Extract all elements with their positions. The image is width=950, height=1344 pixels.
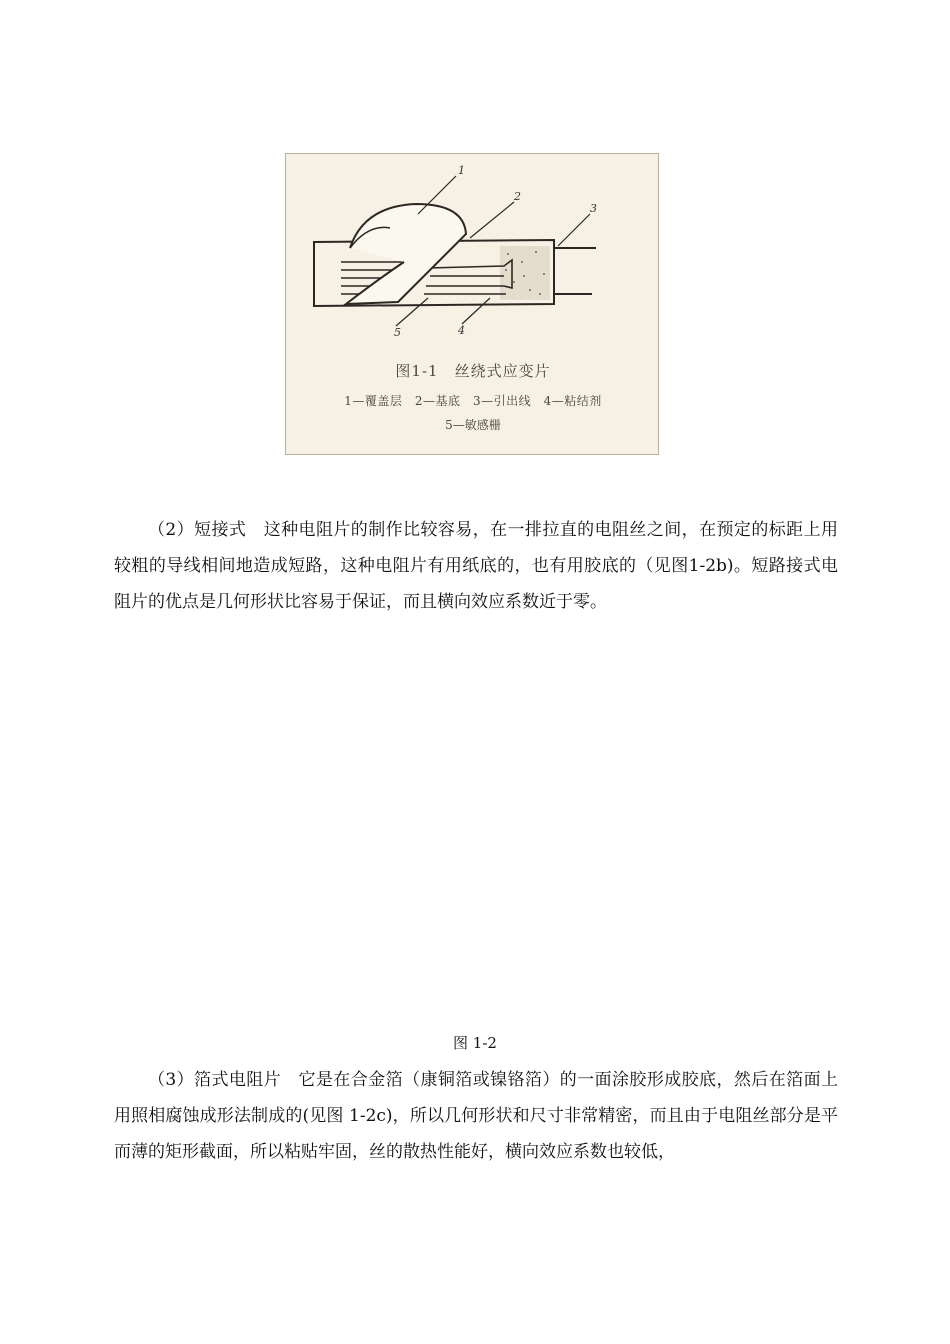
- strain-gauge-drawing: [286, 154, 660, 456]
- figure-1-2-caption: 图 1-2: [453, 1034, 497, 1052]
- figure-legend-line-1: 1—覆盖层 2—基底 3—引出线 4—粘结剂: [344, 394, 602, 408]
- callout-3: 3: [590, 202, 597, 215]
- figure-legend-line-2: 5—敏感栅: [445, 418, 501, 432]
- callout-1: 1: [458, 164, 465, 177]
- paragraph-foil-type: （3）箔式电阻片 它是在合金箔（康铜箔或镍铬箔）的一面涂胶形成胶底，然后在箔面上用照相腐蚀成形法制成的(见图 1-2c)，所以几何形状和尺寸非常精密，而且由于电阻丝部分是平而薄的矩形截面，所以粘贴牢固，丝的散热性能好，横向效应系数也较低，: [114, 1070, 838, 1162]
- callout-4: 4: [458, 324, 465, 337]
- paragraph-short-type: （2）短接式 这种电阻片的制作比较容易，在一排拉直的电阻丝之间，在预定的标距上用较粗的导线相间地造成短路，这种电阻片有用纸底的，也有用胶底的（见图1-2b)。短路接式电阻片的优点是几何形状比容易于保证，而且横向效应系数近于零。: [114, 520, 838, 612]
- figure-title: 图1-1 丝绕式应变片: [395, 362, 551, 380]
- figure-strain-gauge: [285, 153, 659, 455]
- callout-2: 2: [514, 190, 521, 203]
- callout-5: 5: [394, 326, 401, 339]
- cover-layer: [346, 204, 466, 304]
